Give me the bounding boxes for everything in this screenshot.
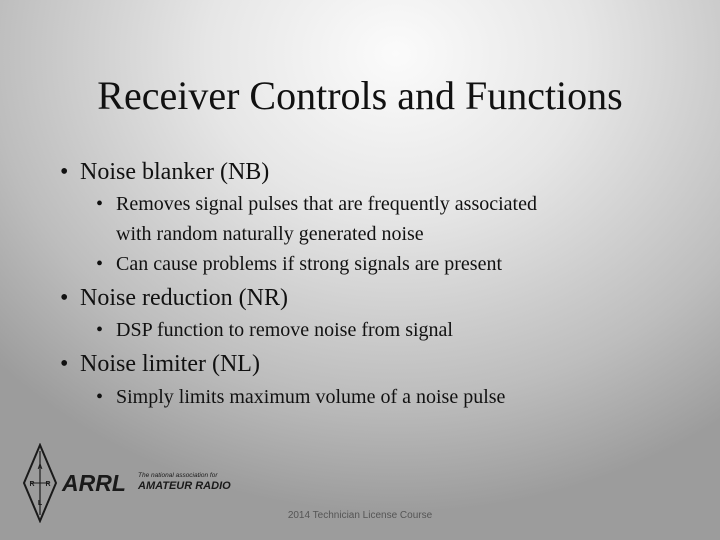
bullet-dot: •: [60, 351, 69, 377]
subbullet-can-cause-problems: [96, 249, 502, 279]
logo-letter-top: A: [37, 464, 43, 471]
bullet-noise-reduction: [60, 284, 288, 312]
bullet-noise-limiter: [60, 350, 260, 378]
subbullet-text: DSP function to remove noise from signal: [116, 319, 453, 341]
subbullet-removes-pulses: [96, 189, 537, 249]
slide-title: Receiver Controls and Functions: [97, 73, 623, 118]
logo-tagline-line1: The national association for: [138, 472, 218, 479]
bullet-noise-blanker: [60, 158, 269, 186]
logo-letter-bottom: L: [37, 500, 43, 507]
bullet-dot: •: [96, 253, 104, 275]
bullet-dot: •: [60, 159, 69, 185]
bullet-dot: •: [96, 193, 104, 215]
subbullet-text-line1: Removes signal pulses that are frequently associated: [116, 193, 537, 215]
footer-course-label: 2014 Technician License Course: [287, 510, 433, 521]
subbullet-text: Can cause problems if strong signals are present: [116, 253, 503, 275]
subbullet-text: Simply limits maximum volume of a noise pulse: [116, 386, 506, 408]
bullet-dot: •: [96, 386, 104, 408]
logo-letter-right: R: [45, 481, 51, 488]
logo-letter-left: R: [29, 481, 35, 488]
bullet-dot: •: [96, 319, 104, 341]
bullet-text: Noise limiter (NL): [80, 351, 260, 377]
bullet-dot: •: [60, 285, 69, 311]
subbullet-dsp-function: [96, 315, 453, 345]
logo-wordmark: ARRL: [62, 470, 126, 496]
subbullet-text-line2: with random naturally generated noise: [116, 223, 424, 245]
bullet-text: Noise reduction (NR): [80, 285, 288, 311]
bullet-text: Noise blanker (NB): [80, 159, 270, 185]
subbullet-limits-volume: [96, 382, 505, 412]
logo-tagline-line2: AMATEUR RADIO: [138, 480, 231, 492]
